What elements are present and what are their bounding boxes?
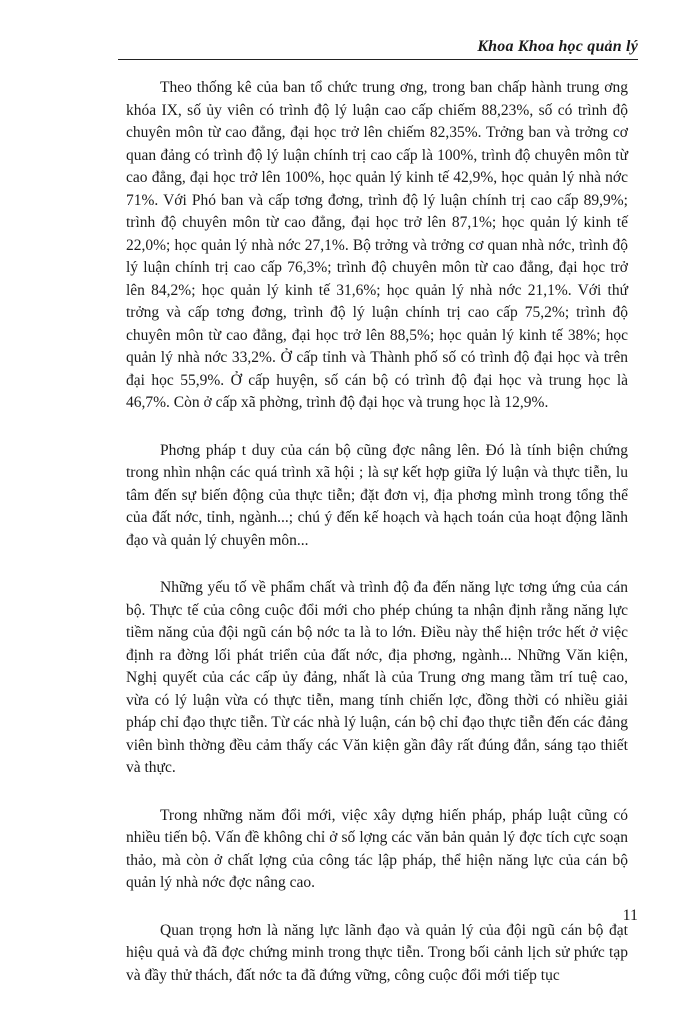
paragraph-legislation: Trong những năm đổi mới, việc xây dựng hiến pháp, pháp luật cũng có nhiều tiến bộ. Vấn đề không chỉ ở số lợng các văn bản quản lý đợc tích cực soạn thảo, mà còn ở chất lợng của công tác lập pháp, thể hiện năng lực của cán bộ quản lý nhà nớc đợc nâng cao. — [126, 806, 628, 891]
page-body — [126, 77, 628, 1012]
running-header-title: Khoa Khoa học quản lý — [477, 38, 638, 55]
paragraph-thinking-method: Phơng pháp t duy của cán bộ cũng đợc nâng lên. Đó là tính biện chứng trong nhìn nhận các quá trình xã hội ; là sự kết hợp giữa lý luận và thực tiễn, lu tâm đến sự biến động của thực tiễn; đặt đơn vị, địa phơng mình trong tổng thể của đất nớc, tỉnh, ngành...; chú ý đến kế hoạch và hạch toán của hoạt động lãnh đạo và quản lý chuyên môn... — [126, 441, 628, 549]
page-number: 11 — [622, 907, 638, 924]
page-header — [118, 38, 638, 60]
paragraph-leadership: Quan trọng hơn là năng lực lãnh đạo và quản lý của đội ngũ cán bộ đạt hiệu quả và đã đợc chứng minh trong thực tiễn. Trong bối cảnh lịch sử phức tạp và đầy thử thách, đất nớc ta đã đứng vững, công cuộc đổi mới tiếp tục — [126, 921, 628, 984]
header-rule — [118, 59, 638, 60]
paragraph-capacity: Những yếu tố về phẩm chất và trình độ đa đến năng lực tơng ứng của cán bộ. Thực tế của công cuộc đổi mới cho phép chúng ta nhận định rằng năng lực tiềm năng của đội ngũ cán bộ nớc ta là to lớn. Điều này thể hiện trớc hết ở việc định ra đờng lối phát triển của đất nớc, địa phơng, ngành... Những Văn kiện, Nghị quyết của các cấp ủy đảng, nhất là của Trung ơng mang tầm trí tuệ cao, vừa có lý luận vừa có thực tiễn, mang tính chiến lợc, đồng thời có nhiều giải pháp chỉ đạo thực tiễn. Từ các nhà lý luận, cán bộ chỉ đạo thực tiễn đến các đảng viên bình thờng đều cảm thấy các Văn kiện gần đây rất đúng đắn, sáng tạo thiết và thực. — [126, 579, 628, 776]
paragraph-statistics: Theo thống kê của ban tổ chức trung ơng, trong ban chấp hành trung ơng khóa IX, số ủy viên có trình độ lý luận cao cấp chiếm 88,23%, số có trình độ chuyên môn từ cao đẳng, đại học trở lên chiếm 82,35%. Trởng ban và trởng cơ quan đảng có trình độ lý luận chính trị cao cấp là 100%, trình độ chuyên môn từ cao đẳng, đại học trở lên 100%, học quản lý kinh tế 42,9%, học quản lý nhà nớc 71%. Với Phó ban và cấp tơng đơng, trình độ lý luận chính trị cao cấp 89,9%; trình độ chuyên môn từ cao đẳng, đại học trở lên 87,1%; học quản lý kinh tế 22,0%; học quản lý nhà nớc 27,1%. Bộ trởng và trởng cơ quan nhà nớc, trình độ lý luận chính trị cao cấp 76,3%; trình độ chuyên môn từ cao đẳng, đại học trở lên 84,2%; học quản lý kinh tế 31,6%; học quản lý nhà nớc 21,1%. Với thứ trởng và cấp tơng đơng, trình độ lý luận chính trị cao cấp 75,2%; trình độ chuyên môn từ cao đẳng, đại học trở lên 88,5%; học quản lý kinh tế 38%; học quản lý nhà nớc 33,2%. Ở cấp tỉnh và Thành phố số có trình độ đại học và trên đại học 55,9%. Ở cấp huyện, số cán bộ có trình độ đại học và trung học là 46,7%. Còn ở cấp xã phờng, trình độ đại học và trung học là 12,9%. — [126, 79, 628, 411]
